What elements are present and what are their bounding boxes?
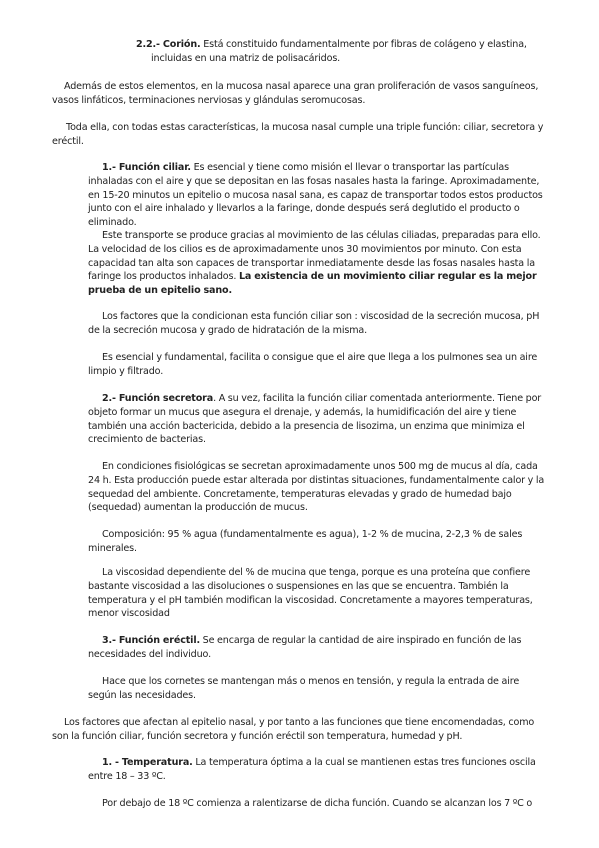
corion-line-2: incluidas en una matriz de polisacáridos. xyxy=(151,53,341,64)
paragraph-transporte xyxy=(88,229,550,298)
paragraph-esencial: Es esencial y fundamental, facilita o consigue que el aire que llega a los pulmones sea un aire limpio y filtrado. xyxy=(88,352,538,377)
paragraph-condiciones: En condiciones fisiológicas se secretan aproximadamente unos 500 mg de mucus al día, cada 24 h. Esta producción puede estar alterada por distintas situaciones, fundamentalmente calor y la sequedad del ambiente. Concretamente, temperaturas elevadas y grado de humedad bajo (sequedad) aumentan la producción de mucus. xyxy=(88,461,545,514)
funcion-ciliar-heading: 1.- Función ciliar. xyxy=(102,162,191,173)
corion-heading: 2.2.- Corión. xyxy=(136,39,201,50)
paragraph-funcion-erectil xyxy=(88,634,550,662)
corion-text-1: Está constituido fundamentalmente por fibras de colágeno y elastina, xyxy=(200,39,527,50)
temperatura-text: La temperatura óptima a la cual se mantienen estas tres funciones oscila entre 18 – 33 ºC. xyxy=(88,757,536,782)
corion-line-1 xyxy=(136,38,556,52)
funcion-erectil-text: Se encarga de regular la cantidad de aire inspirado en función de las necesidades del individuo. xyxy=(88,635,522,660)
funcion-ciliar-text: Es esencial y tiene como misión el llevar o transportar las partículas inhaladas con el aire y que se depositan en las fosas nasales hasta la faringe. Aproximadamente, en 15-20 minutos un epitelio o mucosa nasal sana, es capaz de transportar todos estos productos junto con el aire inhalado y llevarlos a la faringe, donde después será deglutido el producto o eliminado. xyxy=(88,162,543,229)
transporte-text: Este transporte se produce gracias al movimiento de las células ciliadas, preparadas para ello. La velocidad de los cilios es de aproximadamente unos 30 movimientos por minuto. Con esta capacidad tan alta son capaces de transportar inmediatamente desde las fosas nasales hasta la faringe los productos inhalados. xyxy=(88,230,541,283)
paragraph-viscosidad: La viscosidad dependiente del % de mucina que tenga, porque es una proteína que confiere bastante viscosidad a las disoluciones o suspensiones en las que se encuentra. También la temperatura y el pH también modifican la viscosidad. Concretamente a mayores temperaturas, menor viscosidad xyxy=(88,567,533,620)
paragraph-funcion-secretora xyxy=(88,392,550,447)
paragraph-factores-epitelio: Los factores que afectan al epitelio nasal, y por tanto a las funciones que tiene encomendadas, como son la función ciliar, función secretora y función eréctil son temperatura, humedad y pH. xyxy=(52,717,535,742)
paragraph-triple-funcion: Toda ella, con todas estas características, la mucosa nasal cumple una triple función: ciliar, secretora y eréctil. xyxy=(52,122,544,147)
transporte-bold: La existencia de un movimiento ciliar regular es la mejor prueba de un epitelio sano. xyxy=(88,271,537,297)
paragraph-funcion-ciliar xyxy=(88,161,550,230)
paragraph-por-debajo: Por debajo de 18 ºC comienza a ralentizarse de dicha función. Cuando se alcanzan los 7 ºC o xyxy=(102,798,533,809)
temperatura-heading: 1. - Temperatura. xyxy=(102,757,193,768)
paragraph-cornetes: Hace que los cornetes se mantengan más o menos en tensión, y regula la entrada de aire según las necesidades. xyxy=(88,676,520,701)
funcion-secretora-text: . A su vez, facilita la función ciliar comentada anteriormente. Tiene por objeto formar un mucus que asegura el drenaje, y además, la humidificación del aire y tiene también una acción bactericida, debido a la presencia de lisozima, un enzima que minimiza el crecimiento de bacterias. xyxy=(88,393,542,446)
paragraph-temperatura xyxy=(88,756,550,784)
funcion-erectil-heading: 3.- Función eréctil. xyxy=(102,635,200,646)
paragraph-composicion: Composición: 95 % agua (fundamentalmente es agua), 1-2 % de mucina, 2-2,3 % de sales minerales. xyxy=(88,529,523,554)
funcion-secretora-heading: 2.- Función secretora xyxy=(102,393,214,404)
paragraph-factores-ciliar: Los factores que la condicionan esta función ciliar son : viscosidad de la secreción mucosa, pH de la secreción mucosa y grado de hidratación de la misma. xyxy=(88,311,540,336)
paragraph-vasos: Además de estos elementos, en la mucosa nasal aparece una gran proliferación de vasos sanguíneos, vasos linfáticos, terminaciones nerviosas y glándulas seromucosas. xyxy=(52,81,539,106)
